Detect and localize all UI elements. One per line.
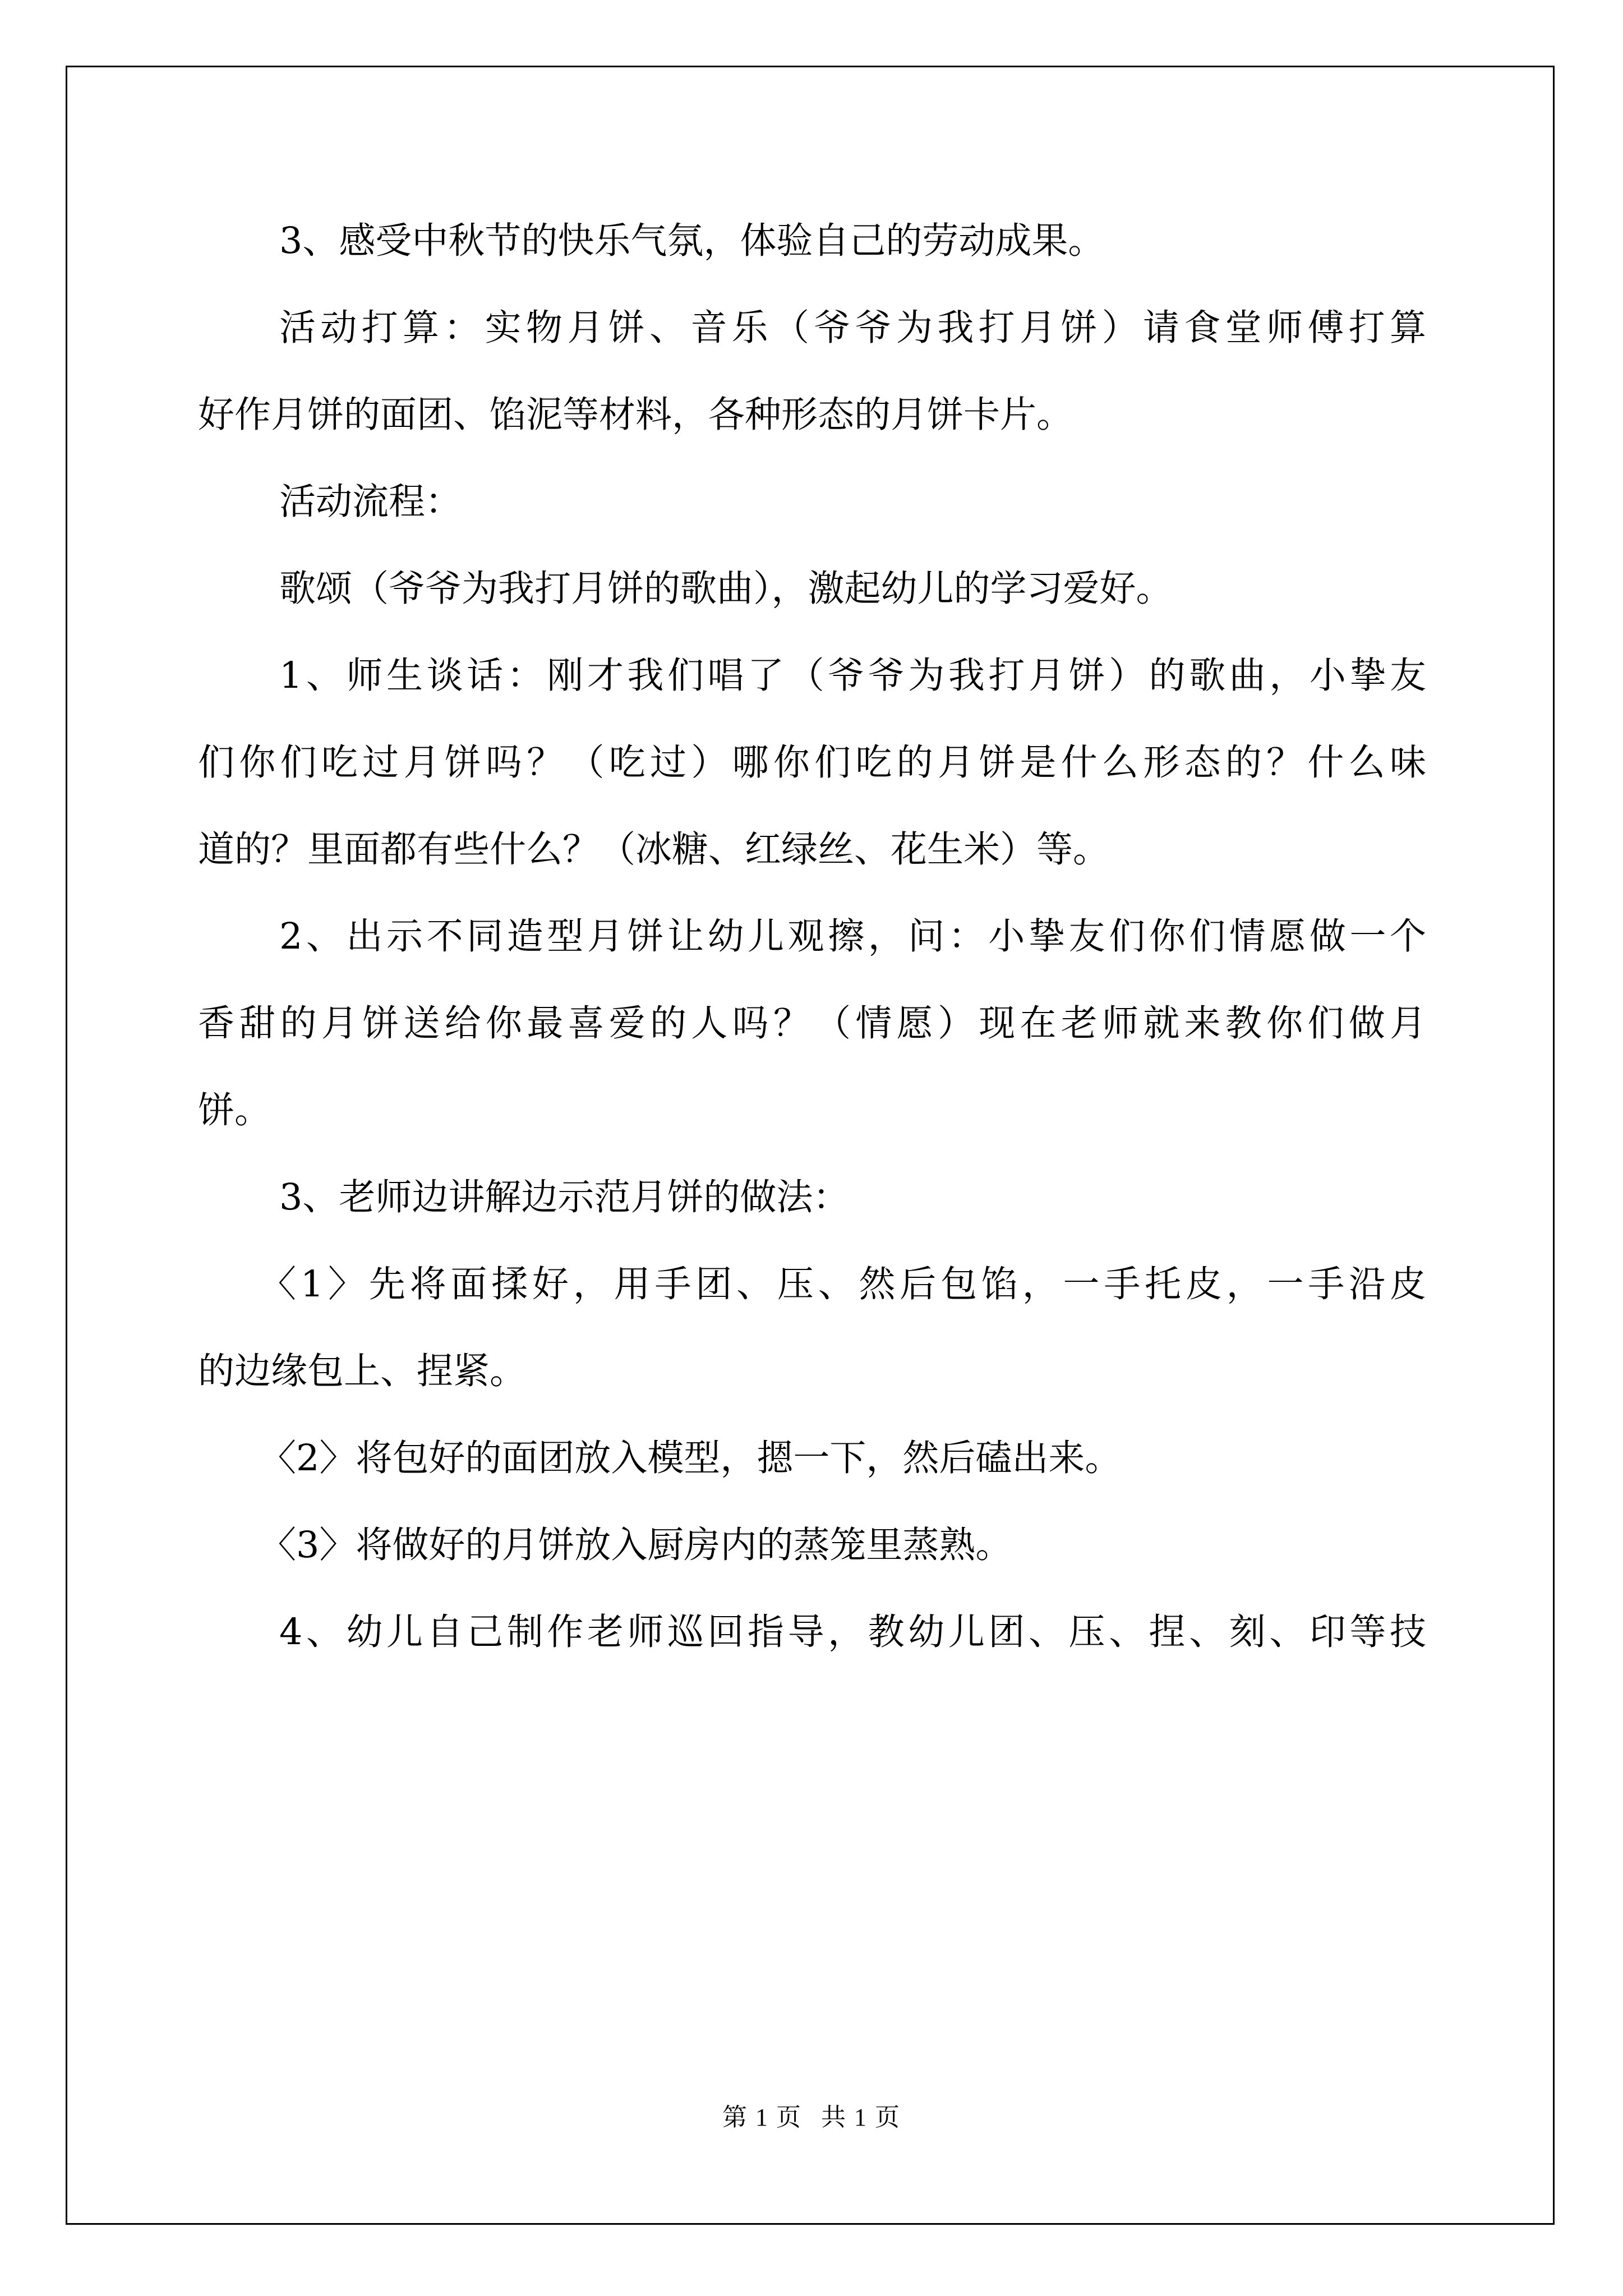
paragraph-line: 好作月饼的面团、馅泥等材料，各种形态的月饼卡片。	[198, 394, 1073, 436]
paragraph-line: 歌颂（爷爷为我打月饼的歌曲），激起幼儿的学习爱好。	[279, 568, 1173, 610]
page-footer	[0, 2101, 1623, 2134]
paragraph-line: 〈1〉先将面揉好，用手团、压、然后包馅，一手托皮，一手沿皮	[260, 1263, 1426, 1305]
page-number: 第 1 页	[722, 2104, 802, 2131]
paragraph-line: 们你们吃过月饼吗？（吃过）哪你们吃的月饼是什么形态的？什么味	[198, 742, 1426, 784]
paragraph-line: 〈2〉将包好的面团放入模型，摁一下，然后磕出来。	[260, 1437, 1122, 1479]
paragraph-line: 活动打算：实物月饼、音乐（爷爷为我打月饼）请食堂师傅打算	[279, 307, 1426, 349]
page-total: 共 1 页	[821, 2104, 901, 2131]
document-body	[198, 197, 1426, 1676]
paragraph-line: 的边缘包上、捏紧。	[198, 1350, 527, 1392]
paragraph-line: 活动流程：	[279, 481, 462, 523]
paragraph-line: 3、感受中秋节的快乐气氛，体验自己的劳动成果。	[279, 220, 1105, 262]
paragraph-line: 4、幼儿自己制作老师巡回指导，教幼儿团、压、捏、刻、印等技	[279, 1611, 1426, 1653]
paragraph-line: 道的？里面都有些什么？（冰糖、红绿丝、花生米）等。	[198, 829, 1110, 871]
paragraph-line: 香甜的月饼送给你最喜爱的人吗？（情愿）现在老师就来教你们做月	[198, 1002, 1426, 1045]
paragraph-line: 〈3〉将做好的月饼放入厨房内的蒸笼里蒸熟。	[260, 1524, 1012, 1566]
paragraph-line: 饼。	[198, 1089, 271, 1131]
paragraph-line: 2、出示不同造型月饼让幼儿观擦，问：小挚友们你们情愿做一个	[279, 915, 1426, 958]
paragraph-line: 3、老师边讲解边示范月饼的做法：	[279, 1176, 850, 1218]
paragraph-line: 1、师生谈话：刚才我们唱了（爷爷为我打月饼）的歌曲，小挚友	[279, 655, 1426, 697]
